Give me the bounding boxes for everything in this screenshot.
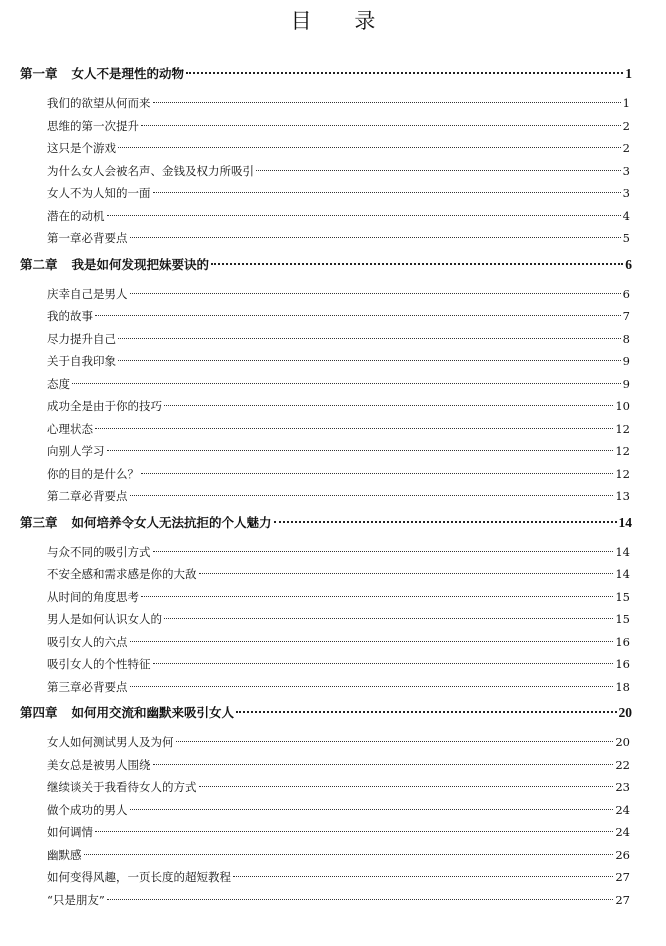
dot-leader [118,360,621,361]
section-page-number: 14 [615,567,630,581]
section-page-number: 18 [615,679,630,694]
section-page-number: 20 [615,735,630,749]
toc-section-entry[interactable] [47,564,630,584]
dot-leader [256,170,621,171]
toc-section-entry[interactable] [47,206,630,226]
section-page-number: 8 [622,331,630,346]
dot-leader [130,809,614,810]
section-page-number: 9 [622,376,630,391]
toc-section-entry[interactable] [47,632,630,652]
chapter-page-number: 6 [625,256,632,272]
dot-leader [274,521,617,523]
section-page-number: 12 [615,421,630,436]
toc-section-entry[interactable] [47,228,630,248]
section-page-number: 22 [615,757,630,772]
section-title: 潜在的动机 [47,208,105,223]
section-title: 吸引女人的个性特征 [47,657,151,671]
section-page-number: 27 [615,892,630,907]
section-title: 与众不同的吸引方式 [47,544,151,559]
section-title: 继续谈关于我看待女人的方式 [47,780,197,794]
dot-leader [107,215,621,216]
dot-leader [233,876,613,877]
section-title: 尽力提升自己 [47,331,116,346]
section-page-number: 13 [615,489,630,503]
chapter-number: 第四章 [20,705,58,720]
toc-section-entry[interactable] [47,587,630,607]
toc-section-entry[interactable] [47,116,630,136]
toc-section-entry[interactable] [47,867,630,887]
section-title: “只是朋友” [47,892,105,907]
chapter-title: 如何培养令女人无法抗拒的个人魅力 [71,514,272,530]
dot-leader [164,618,613,619]
section-page-number: 12 [615,466,630,481]
toc-section-entry[interactable] [47,329,630,349]
section-title: 第三章必背要点 [47,679,128,694]
section-page-number: 10 [615,399,630,413]
section-title: 关于自我印象 [47,354,116,368]
section-page-number: 7 [622,309,630,323]
dot-leader [118,147,621,148]
dot-leader [164,405,613,406]
dot-leader [95,831,613,832]
section-page-number: 15 [615,589,630,604]
toc-section-entry[interactable] [47,441,630,461]
chapter-number: 第三章 [20,514,58,530]
dot-leader [72,383,621,384]
section-title: 不安全感和需求感是你的大敌 [47,567,197,581]
page-title: 目 录 [290,9,394,33]
section-title: 从时间的角度思考 [47,589,139,604]
section-title: 幽默感 [47,847,82,862]
dot-leader [141,596,613,597]
chapter-title: 我是如何发现把妹要诀的 [71,256,210,272]
toc-section-entry[interactable] [47,800,630,820]
section-title: 我的故事 [47,309,93,323]
toc-section-entry[interactable] [47,677,630,697]
chapter-title: 如何用交流和幽默来吸引女人 [71,705,235,720]
dot-leader [186,72,623,74]
toc-section-entry[interactable] [47,138,630,158]
section-title: 男人是如何认识女人的 [47,612,162,626]
dot-leader [130,641,614,642]
section-page-number: 16 [615,657,630,671]
toc-section-entry[interactable] [47,890,630,910]
section-title: 第二章必背要点 [47,489,128,503]
toc-chapter-entry[interactable] [20,703,632,723]
dot-leader [153,192,621,193]
dot-leader [176,741,614,742]
section-page-number: 23 [615,780,630,794]
toc-section-entry[interactable] [47,822,630,842]
section-page-number: 15 [615,612,630,626]
toc-section-entry[interactable] [47,777,630,797]
toc-section-entry[interactable] [47,374,630,394]
toc-chapter-entry[interactable] [20,64,632,84]
dot-leader [118,338,621,339]
dot-leader [153,663,614,664]
section-title: 吸引女人的六点 [47,634,128,649]
section-title: 女人如何测试男人及为何 [47,735,174,749]
dot-leader [130,495,614,496]
toc-section-entry[interactable] [47,464,630,484]
dot-leader [153,102,621,103]
toc-section-entry[interactable] [47,755,630,775]
section-page-number: 16 [615,634,630,649]
section-title: 思维的第一次提升 [47,118,139,133]
section-page-number: 27 [615,870,630,884]
section-title: 第一章必背要点 [47,231,128,245]
toc-section-entry[interactable] [47,654,630,674]
chapter-page-number: 1 [625,66,632,81]
section-title: 为什么女人会被名声、金钱及权力所吸引 [47,163,254,178]
dot-leader [141,473,613,474]
section-page-number: 9 [622,354,630,368]
section-page-number: 2 [622,141,630,155]
dot-leader [236,711,616,713]
dot-leader [95,315,621,316]
dot-leader [211,263,623,265]
section-page-number: 5 [622,231,630,245]
toc-section-entry[interactable] [47,351,630,371]
toc-section-entry[interactable] [47,93,630,113]
section-title: 我们的欲望从何而来 [47,96,151,110]
section-page-number: 12 [615,444,630,458]
dot-leader [130,293,621,294]
toc-section-entry[interactable] [47,609,630,629]
toc-section-entry[interactable] [47,306,630,326]
chapter-number: 第一章 [20,66,58,81]
section-page-number: 6 [622,286,630,301]
section-title: 向别人学习 [47,444,105,458]
section-page-number: 3 [622,163,630,178]
section-page-number: 26 [615,847,630,862]
toc-section-entry[interactable] [47,845,630,865]
chapter-number: 第二章 [20,256,58,272]
section-page-number: 24 [615,825,630,839]
dot-leader [199,786,614,787]
section-title: 女人不为人知的一面 [47,186,151,200]
section-page-number: 24 [615,802,630,817]
toc-section-entry[interactable] [47,486,630,506]
dot-leader [107,899,614,900]
chapter-page-number: 20 [618,705,632,720]
chapter-heading [20,64,184,84]
toc-section-entry[interactable] [47,284,630,304]
dot-leader [84,854,614,855]
toc-chapter-entry[interactable] [20,513,632,533]
section-page-number: 14 [615,544,630,559]
section-title: 美女总是被男人围绕 [47,757,151,772]
dot-leader [141,125,621,126]
dot-leader [153,764,614,765]
chapter-heading [20,513,272,533]
toc-section-entry[interactable] [47,419,630,439]
section-title: 如何变得风趣，一页长度的超短教程 [47,870,231,884]
dot-leader [95,428,613,429]
toc-section-entry[interactable] [47,542,630,562]
section-title: 如何调情 [47,825,93,839]
section-page-number: 1 [622,96,630,110]
section-title: 这只是个游戏 [47,141,116,155]
section-page-number: 3 [622,186,630,200]
dot-leader [130,686,614,687]
section-title: 庆幸自己是男人 [47,286,128,301]
dot-leader [199,573,614,574]
chapter-heading [20,255,209,275]
section-title: 心理状态 [47,421,93,436]
section-title: 态度 [47,376,70,391]
section-page-number: 2 [622,118,630,133]
chapter-title: 女人不是理性的动物 [71,66,185,81]
toc-section-entry[interactable] [47,161,630,181]
toc-section-entry[interactable] [47,396,630,416]
dot-leader [130,237,621,238]
section-title: 你的目的是什么？ [47,466,139,481]
toc-section-entry[interactable] [47,732,630,752]
dot-leader [153,551,614,552]
toc-section-entry[interactable] [47,183,630,203]
chapter-page-number: 14 [618,514,632,530]
section-title: 做个成功的男人 [47,802,128,817]
section-page-number: 4 [622,208,630,223]
chapter-heading [20,703,234,723]
dot-leader [107,450,614,451]
section-title: 成功全是由于你的技巧 [47,399,162,413]
toc-chapter-entry[interactable] [20,255,632,275]
